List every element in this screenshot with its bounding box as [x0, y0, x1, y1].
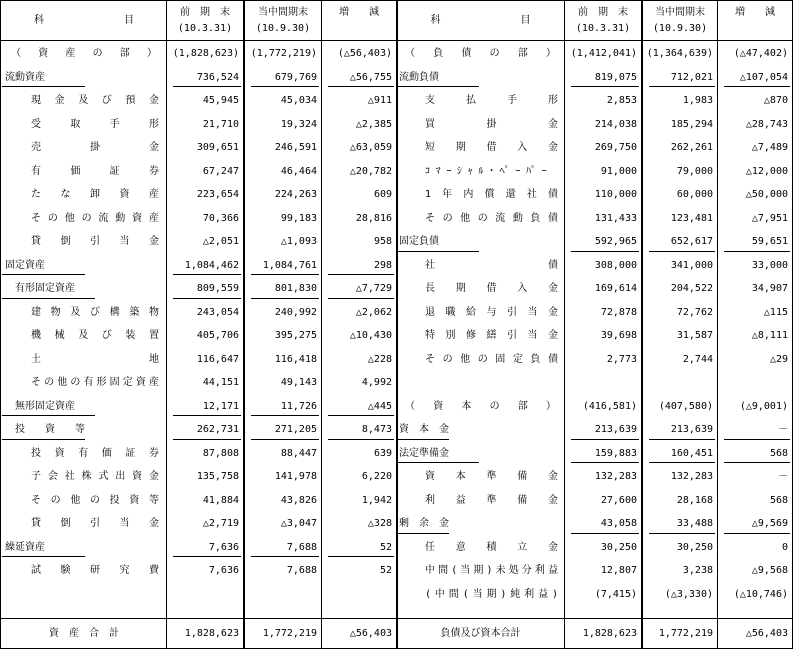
cell-diff: 958 — [373, 236, 392, 247]
cell-curr: 19,324 — [280, 118, 317, 130]
row-label: その他の流動負債 — [425, 212, 558, 224]
cell-prev: 132,283 — [594, 471, 637, 482]
row-label: 流動資産 — [5, 71, 45, 83]
cell-curr: 224,263 — [274, 189, 317, 200]
prev-period-date: (10.3.31) — [177, 23, 233, 34]
label-underline — [2, 298, 95, 299]
cell-curr: 246,591 — [274, 142, 317, 153]
cell-prev: 44,151 — [202, 377, 239, 388]
cell-curr: 160,451 — [670, 447, 713, 459]
cell-underline — [649, 251, 715, 252]
cell-diff: △107,054 — [739, 71, 788, 83]
cell-prev: (1,828,623) — [172, 48, 239, 59]
curr-period-header: 当中間期末 — [655, 7, 705, 18]
cell-diff: △50,000 — [745, 189, 788, 200]
cell-prev: 2,853 — [606, 95, 637, 106]
row-label: 固定資産 — [5, 259, 45, 271]
cell-prev: 269,750 — [594, 142, 637, 153]
row-label: 法定準備金 — [399, 447, 449, 459]
cell-underline — [649, 439, 715, 440]
cell-prev: (7,415) — [594, 588, 637, 600]
curr-period-header: 当中間期末 — [258, 7, 308, 18]
cell-curr: 679,769 — [274, 71, 317, 83]
cell-diff: 4,992 — [361, 377, 392, 388]
cell-prev: (1,412,041) — [570, 48, 637, 59]
total-assets-curr: 1,772,219 — [262, 628, 317, 639]
row-label: 資本準備金 — [425, 471, 558, 482]
cell-diff: 0 — [781, 541, 788, 553]
curr-period-date: (10.9.30) — [652, 23, 708, 34]
cell-underline — [649, 462, 715, 463]
row-label: その他の投資等 — [31, 494, 159, 506]
cell-diff: △445 — [367, 400, 392, 412]
row-label: 流動負債 — [399, 71, 439, 83]
cell-prev: 169,614 — [594, 283, 637, 294]
cell-prev: 309,651 — [196, 142, 239, 153]
cell-diff: 609 — [373, 189, 392, 200]
row-label: 無形固定資産 — [15, 400, 75, 412]
cell-curr: 31,587 — [676, 330, 713, 341]
cell-curr: 3,238 — [682, 565, 713, 576]
row-label: 剰余金 — [399, 518, 449, 529]
cell-underline — [173, 298, 241, 299]
row-label: （ 資 産 の 部 ） — [11, 48, 157, 59]
prev-period-date: (10.3.31) — [575, 23, 631, 34]
cell-curr: 28,168 — [676, 494, 713, 506]
cell-underline — [328, 556, 394, 557]
row-label: 有価証券 — [31, 165, 159, 177]
cell-curr: 213,639 — [670, 424, 713, 435]
cell-underline — [328, 86, 394, 87]
cell-curr: △3,047 — [280, 518, 317, 529]
cell-diff: △29 — [769, 353, 788, 365]
cell-diff: (△47,402) — [733, 48, 788, 59]
cell-diff: △9,568 — [751, 565, 788, 576]
cell-curr: 116,418 — [274, 353, 317, 365]
totals-divider — [1, 618, 792, 619]
cell-prev: 45,945 — [202, 95, 239, 106]
cell-underline — [571, 251, 639, 252]
cell-diff: － — [778, 471, 788, 482]
label-underline — [2, 556, 85, 557]
row-label: 支払手形 — [425, 95, 558, 106]
cell-diff: 33,000 — [751, 259, 788, 271]
total-assets-diff: △56,403 — [349, 628, 392, 639]
cell-prev: 135,758 — [196, 471, 239, 482]
cell-diff: 568 — [769, 494, 788, 506]
cell-prev: 72,878 — [600, 306, 637, 318]
cell-underline — [251, 298, 319, 299]
cell-diff: △7,951 — [751, 212, 788, 224]
row-label: 退職給与引当金 — [425, 306, 558, 318]
cell-curr: 123,481 — [670, 212, 713, 224]
row-label: ｺﾏｰｼｬﾙ･ﾍﾟｰﾊﾟｰ — [425, 165, 553, 177]
cell-prev: △2,051 — [202, 236, 239, 247]
cell-diff: 1,942 — [361, 494, 392, 506]
row-label: 買掛金 — [425, 118, 558, 130]
cell-underline — [251, 556, 319, 557]
cell-diff: △911 — [367, 95, 392, 106]
cell-curr: 7,688 — [286, 565, 317, 576]
cell-curr: 7,688 — [286, 541, 317, 553]
cell-prev: 116,647 — [196, 353, 239, 365]
cell-diff: △228 — [367, 353, 392, 365]
row-label: その他の固定負債 — [425, 353, 558, 365]
row-label: 土地 — [31, 353, 159, 365]
row-label: 中間(当期)未処分利益 — [425, 565, 558, 576]
cell-curr: 341,000 — [670, 259, 713, 271]
cell-underline — [571, 462, 639, 463]
row-label: 投資有価証券 — [31, 447, 159, 459]
cell-diff: 8,473 — [361, 424, 392, 435]
total-liabilities-equity-prev: 1,828,623 — [582, 628, 637, 639]
cell-underline — [328, 274, 394, 275]
cell-curr: 141,978 — [274, 471, 317, 482]
cell-curr: 1,084,761 — [262, 259, 317, 271]
cell-curr: (1,772,219) — [250, 48, 317, 59]
cell-curr: 185,294 — [670, 118, 713, 130]
cell-prev: 12,807 — [600, 565, 637, 576]
total-assets-prev: 1,828,623 — [184, 628, 239, 639]
cell-diff: △56,755 — [349, 71, 392, 83]
cell-curr: 712,021 — [670, 71, 713, 83]
row-label: 売掛金 — [31, 142, 159, 153]
row-label: 投資等 — [15, 424, 85, 435]
cell-prev: 30,250 — [600, 541, 637, 553]
row-label: 特別修繕引当金 — [425, 330, 558, 341]
cell-underline — [328, 439, 394, 440]
cell-prev: 736,524 — [196, 71, 239, 83]
cell-underline — [724, 462, 790, 463]
cell-diff: 52 — [379, 541, 392, 553]
cell-prev: 214,038 — [594, 118, 637, 130]
cell-underline — [571, 533, 639, 534]
grid-vline — [396, 1, 398, 648]
cell-underline — [724, 439, 790, 440]
cell-prev: 592,965 — [594, 236, 637, 247]
total-liabilities-equity-label: 負債及び資本合計 — [440, 628, 521, 639]
cell-prev: 809,559 — [196, 283, 239, 294]
cell-underline — [649, 533, 715, 534]
label-underline — [2, 274, 85, 275]
row-label: 固定負債 — [399, 236, 439, 247]
cell-diff: △2,062 — [355, 306, 392, 318]
cell-curr: (407,580) — [658, 400, 713, 412]
cell-curr: 1,983 — [682, 95, 713, 106]
cell-curr: (△3,330) — [664, 588, 713, 600]
cell-diff: 6,220 — [361, 471, 392, 482]
cell-curr: 801,830 — [274, 283, 317, 294]
row-label: 任意積立金 — [425, 541, 558, 553]
cell-prev: 308,000 — [594, 259, 637, 271]
label-underline — [2, 86, 85, 87]
cell-prev: 2,773 — [606, 353, 637, 365]
total-liabilities-equity-diff: △56,403 — [745, 628, 788, 639]
cell-curr: 132,283 — [670, 471, 713, 482]
cell-underline — [173, 556, 241, 557]
cell-curr: 60,000 — [676, 189, 713, 200]
cell-curr: 33,488 — [676, 518, 713, 529]
row-label: 貸倒引当金 — [31, 236, 159, 247]
label-underline — [396, 86, 479, 87]
cell-curr: 46,464 — [280, 165, 317, 177]
cell-curr: 240,992 — [274, 306, 317, 318]
cell-diff: △870 — [763, 95, 788, 106]
total-liabilities-equity-curr: 1,772,219 — [658, 628, 713, 639]
row-label: 貸倒引当金 — [31, 518, 159, 529]
cell-diff: 28,816 — [355, 212, 392, 224]
cell-prev: 213,639 — [594, 424, 637, 435]
row-label: 1年内償還社債 — [425, 189, 558, 200]
cell-diff: 298 — [373, 259, 392, 271]
row-label: 子会社株式出資金 — [31, 471, 159, 482]
cell-underline — [571, 86, 639, 87]
cell-curr: 79,000 — [676, 165, 713, 177]
row-label: その他の流動資産 — [31, 212, 159, 224]
row-label: （ 資 本 の 部 ） — [405, 400, 556, 412]
prev-period-header: 前 期 末 — [578, 7, 628, 18]
cell-prev: (416,581) — [582, 400, 637, 412]
cell-prev: 87,808 — [202, 447, 239, 459]
cell-prev: 7,636 — [208, 541, 239, 553]
row-label: 社債 — [425, 259, 558, 271]
cell-underline — [251, 415, 319, 416]
cell-diff: 568 — [769, 447, 788, 459]
cell-underline — [724, 533, 790, 534]
diff-header: 増 減 — [735, 7, 775, 18]
row-label: 長期借入金 — [425, 283, 558, 294]
cell-curr: 11,726 — [280, 400, 317, 412]
cell-curr: (1,364,639) — [646, 48, 713, 59]
cell-prev: 159,883 — [594, 447, 637, 459]
row-label: 繰延資産 — [5, 541, 45, 553]
cell-curr: 88,447 — [280, 447, 317, 459]
row-label: 有形固定資産 — [15, 283, 75, 294]
label-underline — [396, 439, 449, 440]
cell-underline — [173, 439, 241, 440]
cell-curr: 99,183 — [280, 212, 317, 224]
cell-underline — [724, 86, 790, 87]
row-label: 現金及び預金 — [31, 95, 159, 106]
cell-curr: 395,275 — [274, 330, 317, 341]
cell-diff: 59,651 — [751, 236, 788, 247]
label-underline — [396, 462, 479, 463]
cell-prev: △2,719 — [202, 518, 239, 529]
cell-curr: 652,617 — [670, 236, 713, 247]
row-label: 試験研究費 — [31, 565, 159, 576]
cell-prev: 21,710 — [202, 118, 239, 130]
cell-diff: (△56,403) — [337, 48, 392, 59]
cell-prev: 67,247 — [202, 165, 239, 177]
cell-prev: 262,731 — [196, 424, 239, 435]
row-label: 受取手形 — [31, 118, 159, 130]
cell-prev: 1,084,462 — [184, 259, 239, 271]
row-label: (中間(当期)純利益) — [425, 588, 558, 600]
label-underline — [2, 415, 95, 416]
cell-prev: 43,058 — [600, 518, 637, 529]
cell-curr: △1,093 — [280, 236, 317, 247]
cell-diff: △328 — [367, 518, 392, 529]
cell-diff: (△10,746) — [733, 588, 788, 600]
cell-diff: (△9,001) — [739, 400, 788, 412]
cell-prev: 12,171 — [202, 400, 239, 412]
cell-diff: △8,111 — [751, 330, 788, 341]
cell-prev: 819,075 — [594, 71, 637, 83]
cell-underline — [173, 415, 241, 416]
diff-header: 増 減 — [339, 7, 379, 18]
cell-curr: 262,261 — [670, 142, 713, 153]
cell-diff: 34,907 — [751, 283, 788, 294]
cell-prev: 131,433 — [594, 212, 637, 224]
row-label: （ 負 債 の 部 ） — [405, 48, 556, 59]
row-label: 利益準備金 — [425, 494, 558, 506]
right-item-header: 科 目 — [430, 15, 531, 26]
cell-diff: △10,430 — [349, 330, 392, 341]
cell-curr: 45,034 — [280, 95, 317, 106]
cell-diff: △7,729 — [355, 283, 392, 294]
cell-underline — [173, 86, 241, 87]
cell-diff: － — [778, 424, 788, 435]
cell-prev: 7,636 — [208, 565, 239, 576]
cell-curr: 2,744 — [682, 353, 713, 365]
cell-diff: 52 — [379, 565, 392, 576]
row-label: 建物及び構築物 — [31, 306, 159, 318]
row-label: たな卸資産 — [31, 189, 159, 200]
cell-diff: △28,743 — [745, 118, 788, 130]
cell-curr: 43,826 — [280, 494, 317, 506]
cell-diff: △7,489 — [751, 142, 788, 153]
left-item-header: 科 目 — [34, 15, 134, 26]
prev-period-header: 前 期 末 — [180, 7, 230, 18]
curr-period-date: (10.9.30) — [255, 23, 311, 34]
label-underline — [396, 251, 479, 252]
cell-prev: 223,654 — [196, 189, 239, 200]
total-assets-label: 資 産 合 計 — [49, 628, 119, 639]
cell-curr: 49,143 — [280, 377, 317, 388]
cell-underline — [571, 439, 639, 440]
cell-diff: △20,782 — [349, 165, 392, 177]
row-label: 短期借入金 — [425, 142, 558, 153]
cell-prev: 91,000 — [600, 165, 637, 177]
cell-underline — [251, 86, 319, 87]
row-label: その他の有形固定資産 — [31, 377, 159, 388]
cell-diff: △9,569 — [751, 518, 788, 529]
cell-diff: △12,000 — [745, 165, 788, 177]
cell-underline — [251, 439, 319, 440]
cell-diff: △2,385 — [355, 118, 392, 130]
cell-prev: 39,698 — [600, 330, 637, 341]
header-divider — [1, 40, 792, 41]
cell-underline — [173, 274, 241, 275]
cell-prev: 405,706 — [196, 330, 239, 341]
cell-underline — [724, 251, 790, 252]
cell-diff: 639 — [373, 447, 392, 459]
cell-prev: 27,600 — [600, 494, 637, 506]
cell-curr: 204,522 — [670, 283, 713, 294]
label-underline — [2, 439, 85, 440]
cell-prev: 110,000 — [594, 189, 637, 200]
cell-underline — [251, 274, 319, 275]
cell-diff: △115 — [763, 306, 788, 318]
cell-prev: 70,366 — [202, 212, 239, 224]
cell-underline — [328, 415, 394, 416]
cell-prev: 41,884 — [202, 494, 239, 506]
cell-curr: 30,250 — [676, 541, 713, 553]
row-label: 機械及び装置 — [31, 330, 159, 341]
row-label: 資本金 — [399, 424, 449, 435]
cell-underline — [328, 298, 394, 299]
cell-prev: 243,054 — [196, 306, 239, 318]
cell-underline — [649, 86, 715, 87]
cell-diff: △63,059 — [349, 142, 392, 153]
label-underline — [396, 533, 449, 534]
cell-curr: 72,762 — [676, 306, 713, 318]
cell-curr: 271,205 — [274, 424, 317, 435]
